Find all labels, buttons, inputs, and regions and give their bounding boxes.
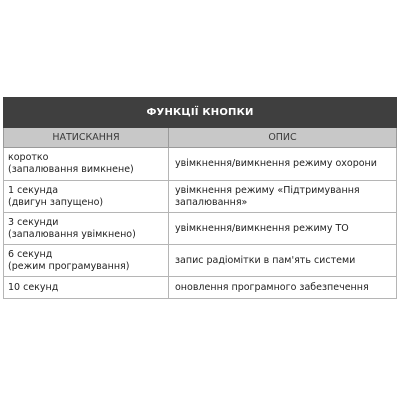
table-row: [4, 148, 397, 181]
description-text: оновлення програмного забезпечення: [175, 281, 369, 293]
table-row: [4, 181, 397, 213]
press-condition: (двигун запущено): [8, 196, 104, 208]
press-duration: 3 секунди: [8, 216, 59, 228]
press-condition: (режим програмування): [8, 260, 130, 272]
description-text: запалювання»: [175, 196, 248, 208]
press-cell: [4, 181, 169, 213]
press-duration: 6 секунд: [8, 248, 53, 260]
table-row: [4, 277, 397, 299]
table-row: [4, 213, 397, 245]
table-title: ФУНКЦІЇ КНОПКИ: [4, 98, 397, 128]
description-text: увімкнення/вимкнення режиму ТО: [175, 222, 349, 234]
press-cell: [4, 148, 169, 181]
table-title-row: [4, 98, 397, 128]
description-cell: [169, 245, 397, 277]
press-condition: (запалювання увімкнено): [8, 228, 136, 240]
description-cell: [169, 181, 397, 213]
description-text: увімкнення режиму «Підтримування: [175, 184, 360, 196]
column-header-press: НАТИСКАННЯ: [4, 128, 169, 148]
press-duration: 1 секунда: [8, 184, 59, 196]
column-header-description: ОПИС: [169, 128, 397, 148]
press-duration: коротко: [8, 152, 49, 163]
description-cell: [169, 148, 397, 181]
table-row: [4, 245, 397, 277]
table-header-row: [4, 128, 397, 148]
description-text: запис радіомітки в пам'ять системи: [175, 254, 356, 266]
press-cell: [4, 277, 169, 299]
description-cell: [169, 213, 397, 245]
press-cell: [4, 245, 169, 277]
button-functions-table: [3, 97, 397, 299]
description-cell: [169, 277, 397, 299]
description-text: увімкнення/вимкнення режиму охорони: [175, 158, 377, 169]
press-duration: 10 секунд: [8, 281, 59, 293]
press-condition: (запалювання вимкнене): [8, 164, 134, 175]
press-cell: [4, 213, 169, 245]
